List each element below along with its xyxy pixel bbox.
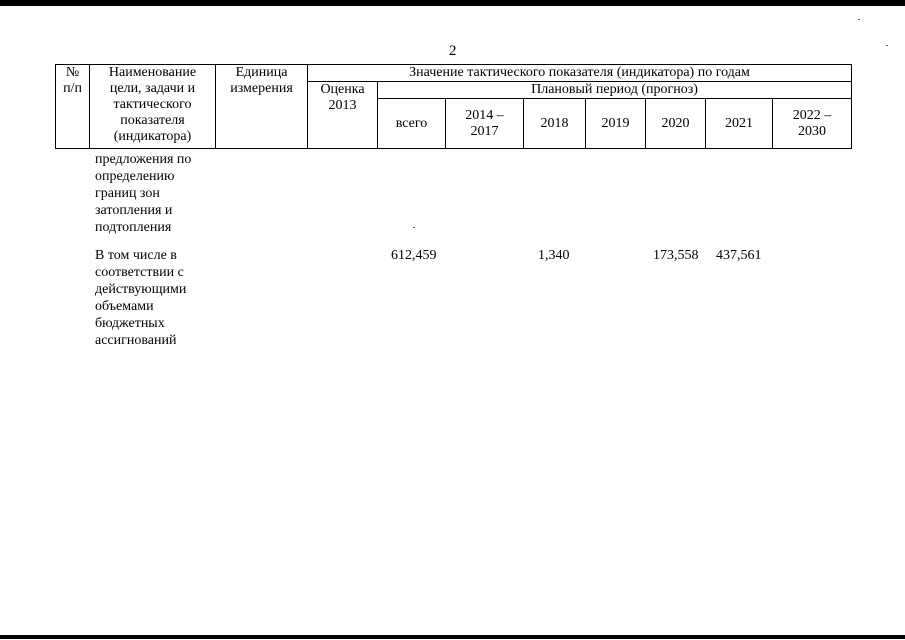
col-2020-header: 2020 [646,99,706,149]
plan-group-header: Плановый период (прогноз) [378,82,852,99]
indicator-table-header [55,64,852,149]
col-estimate-header: Оценка 2013 [308,82,378,149]
row-2021-value: 437,561 [716,248,762,263]
row-total-value: 612,459 [391,248,437,263]
col-2018-header: 2018 [524,99,586,149]
scan-speck [858,19,860,20]
col-2019-header: 2019 [586,99,646,149]
bottom-border [0,635,905,639]
col-2014-2017-header: 2014 – 2017 [446,99,524,149]
row-name-cell: В том числе в соответствии с действующими объемами бюджетных ассигнований [95,248,187,348]
col-number-header: № п/п [56,65,90,149]
value-group-header: Значение тактического показателя (индикатора) по годам [308,65,852,82]
scan-speck [886,45,888,46]
top-border [0,0,905,6]
row-2020-value: 173,558 [653,248,699,263]
page-number: 2 [449,43,457,59]
scan-speck [413,227,415,228]
row-name-cell: предложения по определению границ зон затопления и подтопления [95,152,192,235]
col-unit-header: Единица измерения [216,65,308,149]
col-2021-header: 2021 [706,99,773,149]
col-2022-2030-header: 2022 – 2030 [773,99,852,149]
col-total-header: всего [378,99,446,149]
row-2018-value: 1,340 [538,248,570,263]
col-name-header: Наименование цели, задачи и тактического показателя (индикатора) [90,65,216,149]
